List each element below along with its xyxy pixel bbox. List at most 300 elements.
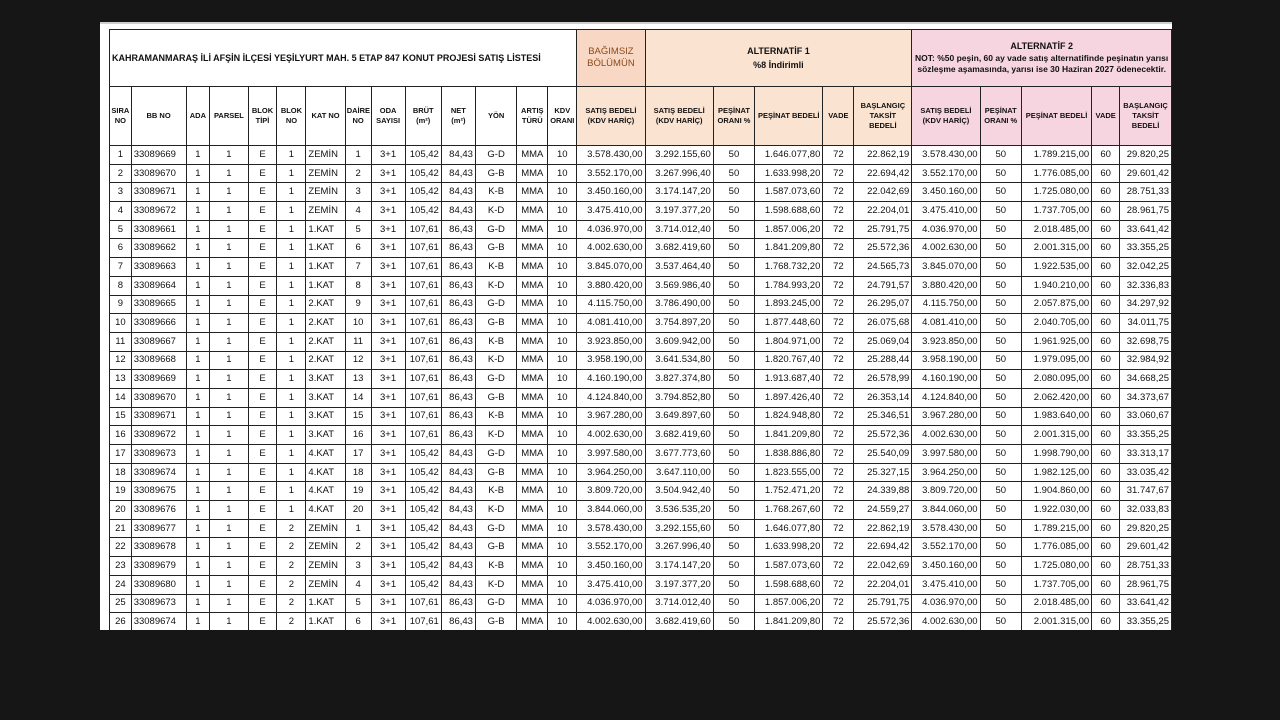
table-cell: 84,43 — [441, 575, 475, 594]
table-cell: 25.572,36 — [854, 239, 912, 258]
table-cell: 107,61 — [405, 239, 441, 258]
table-cell: 1.633.998,20 — [755, 538, 823, 557]
table-cell: 1 — [277, 370, 306, 389]
table-row — [110, 202, 1172, 221]
table-cell: 4.036.970,00 — [912, 594, 980, 613]
table-cell: 3.649.897,60 — [645, 407, 713, 426]
table-cell: 50 — [980, 332, 1021, 351]
table-cell: 3+1 — [371, 501, 405, 520]
table-cell: 33.355,25 — [1120, 613, 1172, 630]
table-cell: 3.809.720,00 — [577, 482, 645, 501]
table-cell: 3+1 — [371, 258, 405, 277]
table-cell: 22.862,19 — [854, 519, 912, 538]
table-cell: 107,61 — [405, 314, 441, 333]
table-cell: 1.897.426,40 — [755, 388, 823, 407]
table-cell: 1 — [277, 407, 306, 426]
table-cell: K-D — [475, 575, 516, 594]
table-cell: 3 — [345, 183, 371, 202]
table-cell: 33089677 — [131, 519, 186, 538]
table-cell: 3+1 — [371, 164, 405, 183]
table-cell: 2 — [277, 519, 306, 538]
table-cell: 1.961.925,00 — [1021, 332, 1091, 351]
table-cell: 10 — [548, 426, 577, 445]
table-cell: 32.033,83 — [1120, 501, 1172, 520]
table-cell: 72 — [823, 501, 854, 520]
table-cell: 3.267.996,40 — [645, 538, 713, 557]
table-cell: 3.504.942,40 — [645, 482, 713, 501]
table-cell: 33089674 — [131, 613, 186, 630]
table-cell: E — [248, 276, 277, 295]
table-cell: 50 — [713, 594, 754, 613]
table-cell: 1.857.006,20 — [755, 594, 823, 613]
table-cell: E — [248, 426, 277, 445]
table-cell: 86,43 — [441, 258, 475, 277]
table-cell: MMA — [517, 445, 548, 464]
table-cell: E — [248, 388, 277, 407]
table-cell: 1 — [186, 407, 210, 426]
table-cell: G-D — [475, 220, 516, 239]
table-cell: 86,43 — [441, 239, 475, 258]
table-cell: 3.578.430,00 — [577, 519, 645, 538]
table-cell: 1.877.448,60 — [755, 314, 823, 333]
table-cell: 1.646.077,80 — [755, 519, 823, 538]
table-cell: 29.820,25 — [1120, 519, 1172, 538]
table-cell: 4.002.630,00 — [577, 239, 645, 258]
table-cell: 3.197.377,20 — [645, 575, 713, 594]
table-cell: 16 — [110, 426, 132, 445]
table-cell: 1 — [186, 538, 210, 557]
table-cell: MMA — [517, 482, 548, 501]
table-cell: 4.115.750,00 — [577, 295, 645, 314]
table-cell: G-D — [475, 370, 516, 389]
table-cell: 2 — [277, 613, 306, 630]
table-cell: 1.922.535,00 — [1021, 258, 1091, 277]
table-cell: E — [248, 164, 277, 183]
table-cell: 3.958.190,00 — [912, 351, 980, 370]
column-header-row — [110, 87, 1172, 146]
table-cell: 1.922.030,00 — [1021, 501, 1091, 520]
table-cell: 2 — [277, 575, 306, 594]
table-cell: MMA — [517, 557, 548, 576]
table-cell: 1.841.209,80 — [755, 613, 823, 630]
table-cell: 50 — [980, 519, 1021, 538]
table-cell: 3+1 — [371, 295, 405, 314]
table-cell: 60 — [1092, 538, 1120, 557]
table-cell: 1.982.125,00 — [1021, 463, 1091, 482]
table-cell: 3.958.190,00 — [577, 351, 645, 370]
table-cell: 1 — [186, 426, 210, 445]
table-cell: 33089678 — [131, 538, 186, 557]
table-cell: 50 — [713, 183, 754, 202]
table-cell: 105,42 — [405, 183, 441, 202]
table-cell: 50 — [980, 295, 1021, 314]
table-cell: G-D — [475, 594, 516, 613]
table-cell: 33.060,67 — [1120, 407, 1172, 426]
table-cell: ZEMİN — [306, 183, 345, 202]
table-cell: E — [248, 146, 277, 165]
table-cell: 10 — [548, 295, 577, 314]
table-cell: 60 — [1092, 295, 1120, 314]
column-header: ADA — [186, 87, 210, 146]
table-row — [110, 613, 1172, 630]
table-cell: 1 — [277, 239, 306, 258]
table-cell: 10 — [548, 463, 577, 482]
table-cell: 10 — [548, 332, 577, 351]
table-cell: 60 — [1092, 164, 1120, 183]
table-cell: 86,43 — [441, 351, 475, 370]
table-cell: 1.KAT — [306, 239, 345, 258]
table-cell: 72 — [823, 183, 854, 202]
table-cell: 3+1 — [371, 388, 405, 407]
table-cell: MMA — [517, 220, 548, 239]
table-cell: 1.725.080,00 — [1021, 183, 1091, 202]
table-cell: 33089668 — [131, 351, 186, 370]
table-cell: MMA — [517, 258, 548, 277]
table-cell: 105,42 — [405, 575, 441, 594]
table-cell: MMA — [517, 202, 548, 221]
table-cell: 10 — [548, 501, 577, 520]
table-cell: 105,42 — [405, 519, 441, 538]
table-cell: 22.204,01 — [854, 575, 912, 594]
table-cell: 22 — [110, 538, 132, 557]
table-cell: 1 — [186, 146, 210, 165]
table-cell: MMA — [517, 501, 548, 520]
table-cell: 60 — [1092, 445, 1120, 464]
table-cell: 107,61 — [405, 258, 441, 277]
table-cell: 1 — [210, 370, 248, 389]
table-cell: 1 — [210, 463, 248, 482]
table-cell: E — [248, 482, 277, 501]
table-cell: 3.578.430,00 — [912, 519, 980, 538]
table-cell: 50 — [713, 164, 754, 183]
table-cell: 50 — [980, 575, 1021, 594]
table-cell: 2.001.315,00 — [1021, 426, 1091, 445]
table-cell: 19 — [345, 482, 371, 501]
table-cell: MMA — [517, 239, 548, 258]
table-cell: 60 — [1092, 370, 1120, 389]
table-cell: 33089674 — [131, 463, 186, 482]
table-cell: 1 — [345, 519, 371, 538]
table-cell: 1 — [186, 557, 210, 576]
table-cell: 4.002.630,00 — [912, 613, 980, 630]
table-row — [110, 463, 1172, 482]
table-cell: 3.569.986,40 — [645, 276, 713, 295]
table-cell: 1 — [210, 183, 248, 202]
table-cell: 33089667 — [131, 332, 186, 351]
table-cell: 25.791,75 — [854, 594, 912, 613]
table-cell: 1 — [277, 314, 306, 333]
column-header: BRÜT (m²) — [405, 87, 441, 146]
table-cell: 1.824.948,80 — [755, 407, 823, 426]
table-cell: 3.845.070,00 — [912, 258, 980, 277]
table-cell: 22.204,01 — [854, 202, 912, 221]
table-cell: 3.714.012,40 — [645, 594, 713, 613]
table-cell: 24.339,88 — [854, 482, 912, 501]
table-cell: 3.609.942,00 — [645, 332, 713, 351]
table-cell: 24.791,57 — [854, 276, 912, 295]
table-cell: 8 — [345, 276, 371, 295]
table-cell: 72 — [823, 164, 854, 183]
table-cell: 2.KAT — [306, 295, 345, 314]
column-header: BAŞLANGIÇ TAKSİT BEDELİ — [1120, 87, 1172, 146]
table-cell: 1.940.210,00 — [1021, 276, 1091, 295]
table-cell: 3.578.430,00 — [577, 146, 645, 165]
alternative-1-title: ALTERNATİF 1 — [747, 46, 810, 56]
column-header: ODA SAYISI — [371, 87, 405, 146]
table-cell: 22.862,19 — [854, 146, 912, 165]
table-cell: 1 — [186, 501, 210, 520]
table-cell: 1 — [186, 332, 210, 351]
table-cell: 3.923.850,00 — [577, 332, 645, 351]
table-cell: 25.791,75 — [854, 220, 912, 239]
table-cell: 1 — [186, 220, 210, 239]
table-cell: 86,43 — [441, 314, 475, 333]
table-cell: 86,43 — [441, 276, 475, 295]
table-cell: 10 — [548, 445, 577, 464]
table-cell: 3+1 — [371, 463, 405, 482]
table-cell: 28.751,33 — [1120, 183, 1172, 202]
table-cell: 26.075,68 — [854, 314, 912, 333]
table-cell: 1 — [186, 445, 210, 464]
column-header: SIRA NO — [110, 87, 132, 146]
table-cell: G-B — [475, 538, 516, 557]
table-cell: 2.001.315,00 — [1021, 239, 1091, 258]
table-cell: 28.961,75 — [1120, 202, 1172, 221]
table-cell: K-B — [475, 557, 516, 576]
table-cell: 3.677.773,60 — [645, 445, 713, 464]
table-cell: E — [248, 202, 277, 221]
table-cell: 3+1 — [371, 332, 405, 351]
table-cell: 33089672 — [131, 426, 186, 445]
table-cell: 33089676 — [131, 501, 186, 520]
table-cell: 10 — [345, 314, 371, 333]
table-cell: MMA — [517, 314, 548, 333]
table-cell: 1 — [210, 388, 248, 407]
table-cell: 3+1 — [371, 519, 405, 538]
table-cell: 60 — [1092, 594, 1120, 613]
table-cell: 33089669 — [131, 146, 186, 165]
table-cell: 10 — [548, 557, 577, 576]
table-cell: 107,61 — [405, 426, 441, 445]
table-cell: 1.789.215,00 — [1021, 519, 1091, 538]
table-cell: E — [248, 332, 277, 351]
table-cell: 50 — [980, 613, 1021, 630]
table-cell: 1 — [186, 258, 210, 277]
table-cell: 60 — [1092, 557, 1120, 576]
table-cell: 3+1 — [371, 482, 405, 501]
table-cell: 72 — [823, 445, 854, 464]
table-cell: 2.KAT — [306, 314, 345, 333]
table-cell: 18 — [110, 463, 132, 482]
table-cell: 20 — [345, 501, 371, 520]
table-cell: 33.641,42 — [1120, 220, 1172, 239]
table-cell: 1 — [277, 463, 306, 482]
table-cell: 28.961,75 — [1120, 575, 1172, 594]
table-cell: 2 — [277, 557, 306, 576]
table-cell: 10 — [548, 407, 577, 426]
table-cell: 3+1 — [371, 538, 405, 557]
table-cell: 1 — [277, 482, 306, 501]
sales-list-document — [100, 22, 1172, 630]
column-header: SATIŞ BEDELİ (KDV HARİÇ) — [645, 87, 713, 146]
table-cell: K-B — [475, 183, 516, 202]
table-cell: 1.768.732,20 — [755, 258, 823, 277]
table-cell: K-B — [475, 407, 516, 426]
table-cell: G-D — [475, 519, 516, 538]
table-cell: 1 — [277, 388, 306, 407]
table-cell: 3.552.170,00 — [912, 538, 980, 557]
table-cell: 50 — [980, 314, 1021, 333]
table-cell: MMA — [517, 351, 548, 370]
table-cell: 1.820.767,40 — [755, 351, 823, 370]
table-cell: 2.018.485,00 — [1021, 594, 1091, 613]
table-cell: 84,43 — [441, 482, 475, 501]
table-cell: 1 — [277, 220, 306, 239]
table-cell: 25.327,15 — [854, 463, 912, 482]
table-cell: 33089680 — [131, 575, 186, 594]
table-cell: 10 — [548, 202, 577, 221]
sales-table — [109, 29, 1172, 630]
table-cell: 3.844.060,00 — [577, 501, 645, 520]
table-cell: 50 — [713, 351, 754, 370]
table-cell: 50 — [980, 482, 1021, 501]
table-cell: 3.682.419,60 — [645, 239, 713, 258]
table-cell: 1.838.886,80 — [755, 445, 823, 464]
table-cell: 3.786.490,00 — [645, 295, 713, 314]
table-cell: 21 — [110, 519, 132, 538]
table-cell: 10 — [548, 519, 577, 538]
table-cell: 3.174.147,20 — [645, 557, 713, 576]
table-cell: ZEMİN — [306, 557, 345, 576]
table-cell: 33089661 — [131, 220, 186, 239]
table-cell: 10 — [548, 388, 577, 407]
table-cell: K-D — [475, 351, 516, 370]
table-cell: K-D — [475, 202, 516, 221]
table-cell: 9 — [345, 295, 371, 314]
table-cell: MMA — [517, 295, 548, 314]
table-cell: 4.036.970,00 — [577, 594, 645, 613]
table-cell: 72 — [823, 407, 854, 426]
table-cell: 33089665 — [131, 295, 186, 314]
table-cell: 1.841.209,80 — [755, 239, 823, 258]
table-cell: 3.292.155,60 — [645, 519, 713, 538]
table-cell: 10 — [110, 314, 132, 333]
table-cell: 1 — [210, 613, 248, 630]
table-cell: E — [248, 501, 277, 520]
table-cell: 1 — [277, 426, 306, 445]
table-cell: 1.598.688,60 — [755, 202, 823, 221]
table-cell: ZEMİN — [306, 519, 345, 538]
table-cell: 3.450.160,00 — [577, 557, 645, 576]
table-cell: 1 — [210, 295, 248, 314]
table-cell: 3 — [345, 557, 371, 576]
table-cell: 17 — [110, 445, 132, 464]
table-cell: 60 — [1092, 220, 1120, 239]
table-cell: 86,43 — [441, 613, 475, 630]
table-cell: 50 — [713, 557, 754, 576]
table-cell: 50 — [980, 463, 1021, 482]
table-cell: E — [248, 519, 277, 538]
table-cell: 33089670 — [131, 164, 186, 183]
table-cell: 13 — [345, 370, 371, 389]
table-row — [110, 501, 1172, 520]
table-cell: 33089671 — [131, 183, 186, 202]
table-cell: 25.346,51 — [854, 407, 912, 426]
table-cell: 10 — [548, 482, 577, 501]
table-cell: 1 — [210, 202, 248, 221]
table-cell: 10 — [548, 164, 577, 183]
table-cell: K-D — [475, 426, 516, 445]
table-cell: 50 — [713, 239, 754, 258]
table-cell: 33089666 — [131, 314, 186, 333]
table-cell: 26.578,99 — [854, 370, 912, 389]
table-cell: 4.081.410,00 — [577, 314, 645, 333]
table-cell: E — [248, 407, 277, 426]
table-cell: 50 — [980, 239, 1021, 258]
table-row — [110, 426, 1172, 445]
table-cell: 10 — [548, 220, 577, 239]
document-title: KAHRAMANMARAŞ İLİ AFŞİN İLÇESİ YEŞİLYURT MAH. 5 ETAP 847 KONUT PROJESİ SATIŞ LİSTESİ — [110, 30, 577, 87]
table-cell: 10 — [548, 258, 577, 277]
table-cell: 3.682.419,60 — [645, 613, 713, 630]
table-cell: 4.081.410,00 — [912, 314, 980, 333]
table-cell: K-B — [475, 332, 516, 351]
table-cell: 1 — [277, 332, 306, 351]
table-cell: 1 — [186, 482, 210, 501]
table-cell: 33089670 — [131, 388, 186, 407]
table-cell: 2.KAT — [306, 332, 345, 351]
table-cell: MMA — [517, 370, 548, 389]
table-cell: 60 — [1092, 575, 1120, 594]
table-cell: 33089672 — [131, 202, 186, 221]
table-cell: 3.997.580,00 — [577, 445, 645, 464]
table-cell: 3.923.850,00 — [912, 332, 980, 351]
table-row — [110, 314, 1172, 333]
table-cell: K-D — [475, 501, 516, 520]
table-cell: 3+1 — [371, 351, 405, 370]
table-cell: 50 — [713, 407, 754, 426]
table-cell: 72 — [823, 482, 854, 501]
table-cell: 1 — [210, 164, 248, 183]
table-cell: 3.754.897,20 — [645, 314, 713, 333]
table-cell: 50 — [980, 501, 1021, 520]
table-cell: 6 — [345, 239, 371, 258]
table-cell: 1 — [186, 388, 210, 407]
table-cell: 3.174.147,20 — [645, 183, 713, 202]
table-cell: 2 — [110, 164, 132, 183]
table-cell: 1 — [210, 351, 248, 370]
column-header: VADE — [823, 87, 854, 146]
table-cell: 3+1 — [371, 276, 405, 295]
table-cell: 1.KAT — [306, 276, 345, 295]
table-cell: 86,43 — [441, 370, 475, 389]
table-cell: 105,42 — [405, 463, 441, 482]
table-cell: 72 — [823, 276, 854, 295]
table-cell: E — [248, 351, 277, 370]
table-cell: MMA — [517, 538, 548, 557]
table-cell: 4.KAT — [306, 445, 345, 464]
table-cell: 50 — [980, 164, 1021, 183]
table-cell: MMA — [517, 575, 548, 594]
column-header: DAİRE NO — [345, 87, 371, 146]
table-cell: 72 — [823, 388, 854, 407]
table-cell: 50 — [713, 202, 754, 221]
table-cell: 50 — [980, 258, 1021, 277]
table-cell: 105,42 — [405, 501, 441, 520]
table-cell: 86,43 — [441, 388, 475, 407]
table-cell: MMA — [517, 276, 548, 295]
table-cell: 50 — [980, 538, 1021, 557]
